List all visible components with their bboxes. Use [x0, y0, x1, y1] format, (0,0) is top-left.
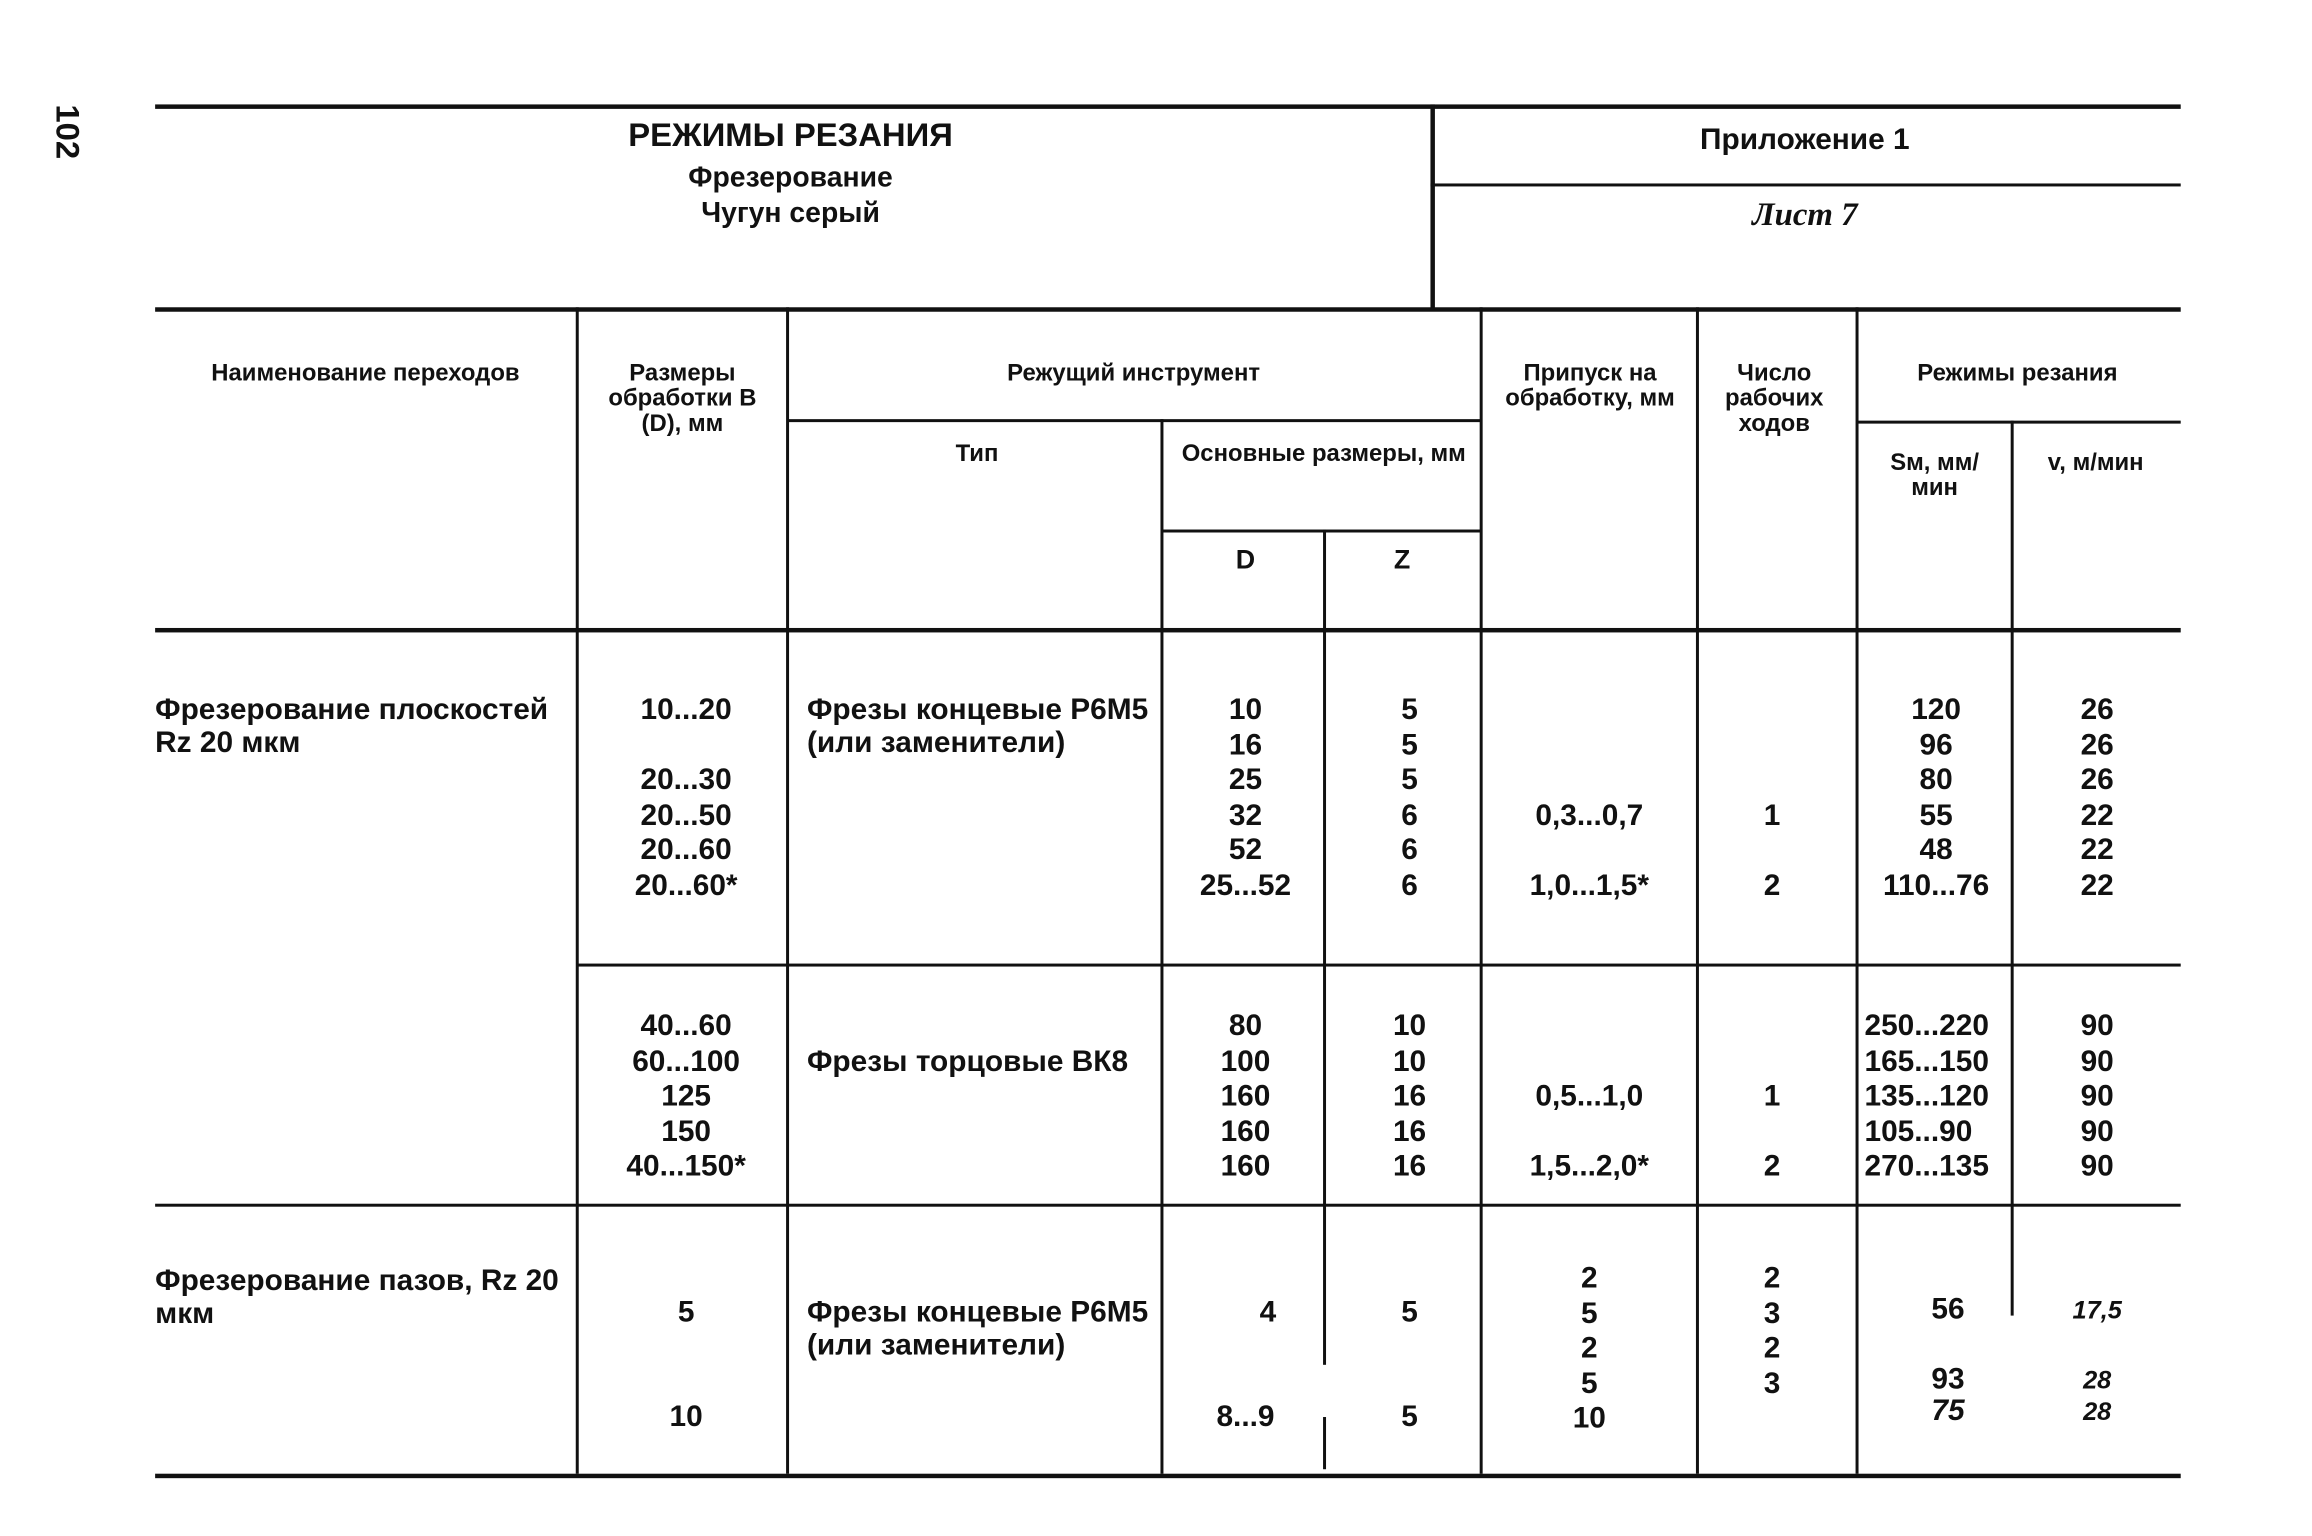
block-3-z-1: 5 [1401, 1296, 1418, 1330]
block-2-v: 90 90 90 90 90 [2080, 1009, 2114, 1184]
col-rule-4 [1323, 530, 1326, 1365]
page-number: 102 [49, 104, 87, 160]
block-3-passes: 2 3 2 3 [1763, 1261, 1781, 1401]
block-2-passes: 1 2 [1763, 1080, 1781, 1184]
block-2-s: 250...220 165...150 135...120 105...90 270...135 [1864, 1009, 1989, 1184]
col-rule-3 [1160, 419, 1163, 1474]
block-3-s-1: 56 [1931, 1293, 1965, 1327]
appendix-rule [1430, 183, 2180, 186]
header-d: D [1235, 544, 1256, 575]
block-3-d-2: 8...9 [1216, 1400, 1275, 1434]
block-3-size-2: 10 [669, 1400, 703, 1434]
header-v: v, м/мин [2047, 450, 2144, 476]
col-rule-8 [2011, 421, 2014, 1316]
block-3-v-3: 28 [2083, 1397, 2112, 1426]
table-bottom-rule [155, 1474, 2181, 1478]
header-tool-type: Тип [955, 441, 999, 467]
col-rule-6 [1696, 307, 1699, 1473]
block-1-s: 120 96 80 55 48 110...76 [1883, 693, 1990, 903]
block-1-passes: 1 2 [1763, 799, 1781, 903]
block-1-v: 26 26 26 22 22 22 [2080, 693, 2114, 903]
header-z: Z [1393, 544, 1411, 575]
block-1-size: 10...20 20...30 20...50 20...60 20...60* [634, 693, 738, 903]
header-size: Размеры обработки В (D), мм [608, 360, 757, 438]
block-3-size-1: 5 [677, 1296, 695, 1330]
header-s: Sм, мм/мин [1890, 450, 1979, 502]
block-2-rule [155, 1204, 2181, 1207]
header-bottom-rule [155, 628, 2181, 632]
dims-subheader-rule [1162, 530, 1481, 533]
block-1-d: 10 16 25 32 52 25...52 [1199, 693, 1292, 903]
col-rule-4b [1323, 1417, 1326, 1469]
header-passes: Число рабочих ходов [1725, 360, 1824, 438]
col-rule-1 [576, 307, 579, 1473]
doc-title: РЕЖИМЫ РЕЗАНИЯ [628, 116, 953, 154]
block-1-allowance: 0,3...0,7 1,0...1,5* [1529, 799, 1650, 903]
block-1-tool-type: Фрезы концевые Р6М5 (или заменители) [806, 693, 1149, 760]
block-2-size: 40...60 60...100 125 150 40...150* [626, 1009, 746, 1184]
col-rule-2 [786, 307, 789, 1473]
header-operation: Наименование переходов [211, 360, 520, 387]
block-1-rule [577, 964, 2180, 967]
block-2-d: 80 100 160 160 160 [1220, 1009, 1271, 1184]
modes-subheader-rule [1857, 421, 2181, 424]
appendix-label: Приложение 1 [1700, 123, 1910, 157]
header-allowance: Припуск на обработку, мм [1505, 360, 1675, 412]
header-cutting-modes: Режимы резания [1917, 360, 2118, 387]
block-2-allowance: 0,5...1,0 1,5...2,0* [1529, 1080, 1650, 1184]
block-2-z: 10 10 16 16 16 [1392, 1009, 1427, 1184]
doc-subtitle-2: Чугун серый [701, 198, 880, 230]
block-3-s-3: 75 [1931, 1394, 1965, 1428]
block-3-operation: Фрезерование пазов, Rz 20 мкм [155, 1264, 559, 1331]
block-3-allowance: 2 5 2 5 10 [1572, 1261, 1606, 1436]
sheet-label: Лист 7 [1752, 195, 1858, 233]
table-top-rule [155, 307, 2181, 311]
doc-subtitle-1: Фрезерование [688, 162, 893, 194]
block-1-z: 5 5 5 6 6 6 [1401, 693, 1418, 903]
block-3-d-1: 4 [1259, 1296, 1277, 1330]
block-2-tool-type: Фрезы торцовые ВК8 [806, 1045, 1129, 1079]
header-tool: Режущий инструмент [1007, 360, 1261, 387]
block-3-v-2: 28 [2083, 1366, 2112, 1395]
tool-subheader-rule [788, 419, 1482, 422]
block-3-v-1: 17,5 [2072, 1296, 2122, 1325]
block-3-s-2: 93 [1931, 1363, 1965, 1397]
block-1-operation: Фрезерование плоскостей Rz 20 мкм [155, 693, 549, 760]
block-3-z-2: 5 [1401, 1400, 1418, 1434]
header-divider [1430, 104, 1434, 308]
header-tool-main-sizes: Основные размеры, мм [1181, 441, 1466, 467]
col-rule-7 [1856, 307, 1859, 1473]
top-rule [155, 104, 2181, 108]
block-3-tool-type: Фрезы концевые Р6М5 (или заменители) [806, 1296, 1149, 1362]
